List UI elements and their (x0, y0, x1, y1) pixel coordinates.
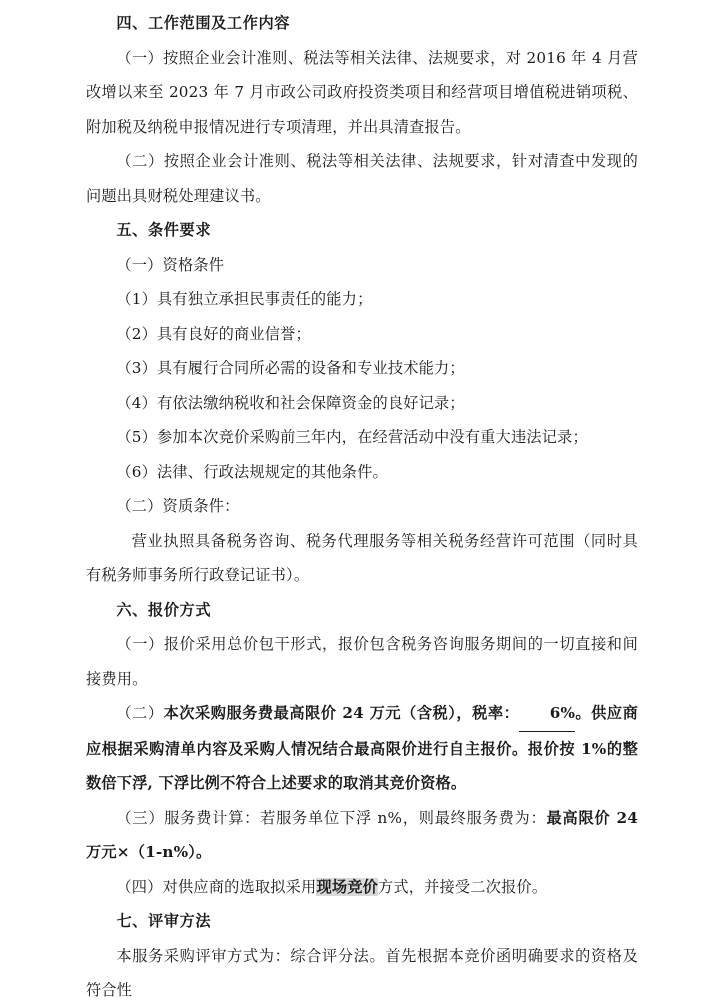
section-heading-7: 七、评审方法 (116, 912, 212, 930)
paragraph-6-2-bold-3: 报价按 1%的整数倍下浮, 下浮比例不符合上述要求的取消其竞价资格。 (86, 739, 639, 792)
paragraph-6-3-normal-1: （三）服务费计算：若服务单位下浮 n%，则最终服务费为： (116, 808, 547, 827)
list-item-5-1-3: （3）具有履行合同所必需的设备和专业技术能力； (116, 359, 465, 377)
paragraph-6-2-bold-1: 本次采购服务费最高限价 24 万元（含税），税率： (163, 704, 520, 722)
paragraph-4-2: （二）按照企业会计准则、税法等相关法律、法规要求，针对清查中发现的问题出具财税处理建议书。 (86, 152, 638, 205)
document-body (86, 6, 638, 1008)
paragraph-7-1: 本服务采购评审方式为：综合评分法。首先根据本竞价函明确要求的资格及符合性 (86, 946, 638, 999)
list-item-5-1-2: （2）具有良好的商业信誉； (116, 324, 311, 343)
paragraph-5-1: （一）资格条件 (116, 255, 225, 274)
paragraph-6-2-prefix: （二） (116, 704, 164, 722)
paragraph-6-3-formula: 最高限价 24 万元×（1-n%）。 (86, 808, 638, 861)
paragraph-5-2: （二）资质条件： (116, 497, 240, 515)
list-item-5-1-1: （1）具有独立承担民事责任的能力； (116, 290, 373, 308)
section-heading-5: 五、条件要求 (116, 221, 212, 239)
paragraph-5-2-1: 营业执照具备税务咨询、税务代理服务等相关税务经营许可范围（同时具有税务师事务所行政登记证书）。 (86, 531, 638, 584)
section-heading-6: 六、报价方式 (116, 600, 212, 619)
paragraph-6-2 (86, 696, 638, 801)
paragraph-6-3 (86, 801, 638, 870)
section-heading-4: 四、工作范围及工作内容 (116, 14, 291, 32)
paragraph-6-1: （一）报价采用总价包干形式，报价包含税务咨询服务期间的一切直接和间接费用。 (86, 635, 638, 688)
paragraph-6-4-normal-1: （四）对供应商的选取拟采用 (116, 877, 317, 896)
paragraph-4-1: （一）按照企业会计准则、税法等相关法律、法规要求，对 2016 年 4 月营改增以来至 2023 年 7 月市政公司政府投资类项目和经营项目增值税进销项税、附加税及纳税申报情况进行专项清理，并出具清查报告。 (86, 48, 638, 136)
list-item-5-1-4: （4）有依法缴纳税收和社会保障资金的良好记录； (116, 393, 465, 412)
paragraph-6-4 (86, 870, 638, 905)
paragraph-6-4-normal-2: 方式，并接受二次报价。 (378, 877, 548, 896)
paragraph-6-2-bold-2: 。供应商应根据采购清单内容及采购人情况结合最高限价进行自主报价。 (86, 704, 638, 758)
tax-rate-value: 6% (519, 696, 575, 732)
list-item-5-1-6: （6）法律、行政法规规定的其他条件。 (116, 462, 388, 481)
onsite-bidding-highlight: 现场竞价 (316, 877, 378, 896)
list-item-5-1-5: （5）参加本次竞价采购前三年内，在经营活动中没有重大违法记录； (116, 428, 588, 446)
